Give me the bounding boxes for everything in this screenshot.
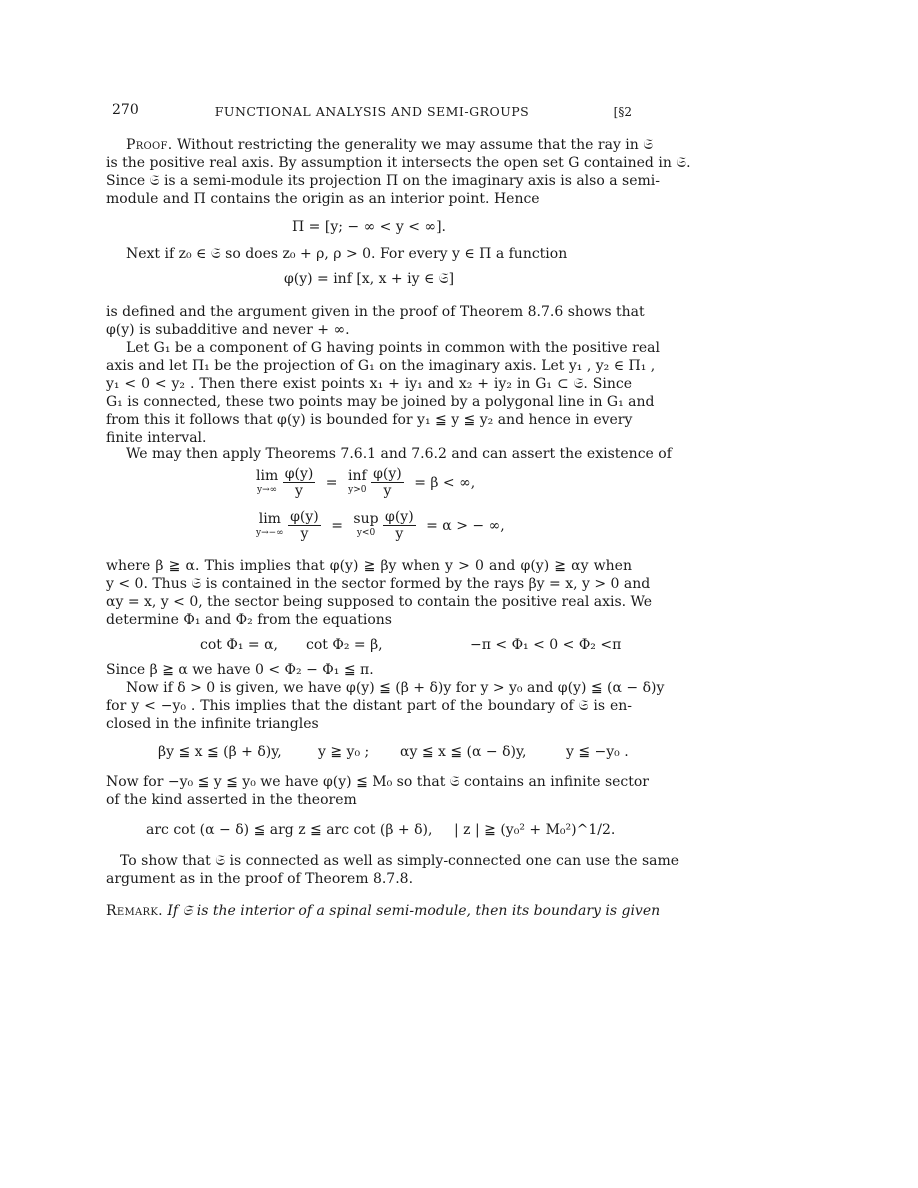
text-line: αy = x, y < 0, the sector being supposed to contain the positive real axis. We: [106, 594, 653, 610]
text-line: Proof. Without restricting the generality we may assume that the ray in 𝔖: [126, 137, 654, 153]
text-line: argument as in the proof of Theorem 8.7.8.: [106, 871, 414, 887]
text-line: Now for −y₀ ≦ y ≦ y₀ we have φ(y) ≦ M₀ so that 𝔖 contains an infinite sector: [106, 774, 650, 790]
equation-triangle-1: βy ≦ x ≦ (β + δ)y,: [158, 744, 282, 760]
text-line: G₁ is connected, these two points may be joined by a polygonal line in G₁ and: [106, 394, 655, 410]
text-line: closed in the infinite triangles: [106, 716, 319, 732]
text-line: Now if δ > 0 is given, we have φ(y) ≦ (β + δ)y for y > y₀ and φ(y) ≦ (α − δ)y: [126, 680, 665, 696]
text-line: finite interval.: [106, 430, 207, 446]
text-line: Since β ≧ α we have 0 < Φ₂ − Φ₁ ≦ π.: [106, 662, 374, 678]
text-line: from this it follows that φ(y) is bounded for y₁ ≦ y ≦ y₂ and hence in every: [106, 412, 633, 428]
text-line: where β ≧ α. This implies that φ(y) ≧ βy when y > 0 and φ(y) ≧ αy when: [106, 558, 632, 574]
equation-lim-plus: lim y→∞ $\frac{\varphi(y)}{y}$ = inf y>0 $\frac{\varphi(y)}{y}$ = β < ∞,: [256, 466, 476, 499]
equation-cot1: cot Φ₁ = α,: [200, 637, 278, 653]
text-line: determine Φ₁ and Φ₂ from the equations: [106, 612, 392, 628]
text-line: module and Π contains the origin as an interior point. Hence: [106, 191, 540, 207]
equation-sector: arc cot (α − δ) ≦ arg z ≦ arc cot (β + δ),: [146, 822, 433, 838]
equation-radius: | z | ≧ (y₀² + M₀²)^1/2.: [454, 822, 616, 838]
proof-label: Proof.: [126, 137, 173, 153]
text-line: is the positive real axis. By assumption it intersects the open set G contained in 𝔖.: [106, 155, 691, 171]
text-line: Let G₁ be a component of G having points in common with the positive real: [126, 340, 660, 356]
running-head: FUNCTIONAL ANALYSIS AND SEMI-GROUPS: [214, 104, 530, 119]
section-marker: [§2: [613, 105, 632, 119]
equation-cot2: cot Φ₂ = β,: [306, 637, 383, 653]
text-line: Next if z₀ ∈ 𝔖 so does z₀ + ρ, ρ > 0. For every y ∈ Π a function: [126, 246, 568, 262]
text-line: for y < −y₀ . This implies that the distant part of the boundary of 𝔖 is en-: [106, 698, 632, 714]
equation-triangle-3: αy ≦ x ≦ (α − δ)y,: [400, 744, 527, 760]
text-line: φ(y) is subadditive and never + ∞.: [106, 322, 350, 338]
text-line: We may then apply Theorems 7.6.1 and 7.6.2 and can assert the existence of: [126, 446, 672, 462]
equation-pi: Π = [y; − ∞ < y < ∞].: [292, 219, 446, 235]
page-number: 270: [112, 102, 139, 118]
equation-triangle-4: y ≦ −y₀ .: [566, 744, 629, 760]
page-header: [112, 102, 632, 124]
text-line: axis and let Π₁ be the projection of G₁ on the imaginary axis. Let y₁ , y₂ ∈ Π₁ ,: [106, 358, 656, 374]
text-line: is defined and the argument given in the proof of Theorem 8.7.6 shows that: [106, 304, 645, 320]
equation-phi: φ(y) = inf [x, x + iy ∈ 𝔖]: [283, 271, 455, 287]
equation-range: −π < Φ₁ < 0 < Φ₂ <π: [470, 637, 622, 653]
text-line: y₁ < 0 < y₂ . Then there exist points x₁ + iy₁ and x₂ + iy₂ in G₁ ⊂ 𝔖. Since: [106, 376, 632, 392]
text-line: Since 𝔖 is a semi-module its projection Π on the imaginary axis is also a semi-: [106, 173, 660, 189]
equation-lim-minus: lim y→−∞ $\frac{\varphi(y)}{y}$ = sup y<0 $\frac{\varphi(y)}{y}$ = α > − ∞,: [256, 509, 505, 542]
remark-label: Remark.: [106, 903, 163, 919]
text-line: Remark. If 𝔖 is the interior of a spinal semi-module, then its boundary is given: [106, 903, 661, 919]
text-line: To show that 𝔖 is connected as well as simply-connected one can use the same: [120, 853, 680, 869]
text-line: of the kind asserted in the theorem: [106, 792, 357, 808]
text-line: y < 0. Thus 𝔖 is contained in the sector formed by the rays βy = x, y > 0 and: [106, 576, 651, 592]
equation-triangle-2: y ≧ y₀ ;: [318, 744, 370, 760]
